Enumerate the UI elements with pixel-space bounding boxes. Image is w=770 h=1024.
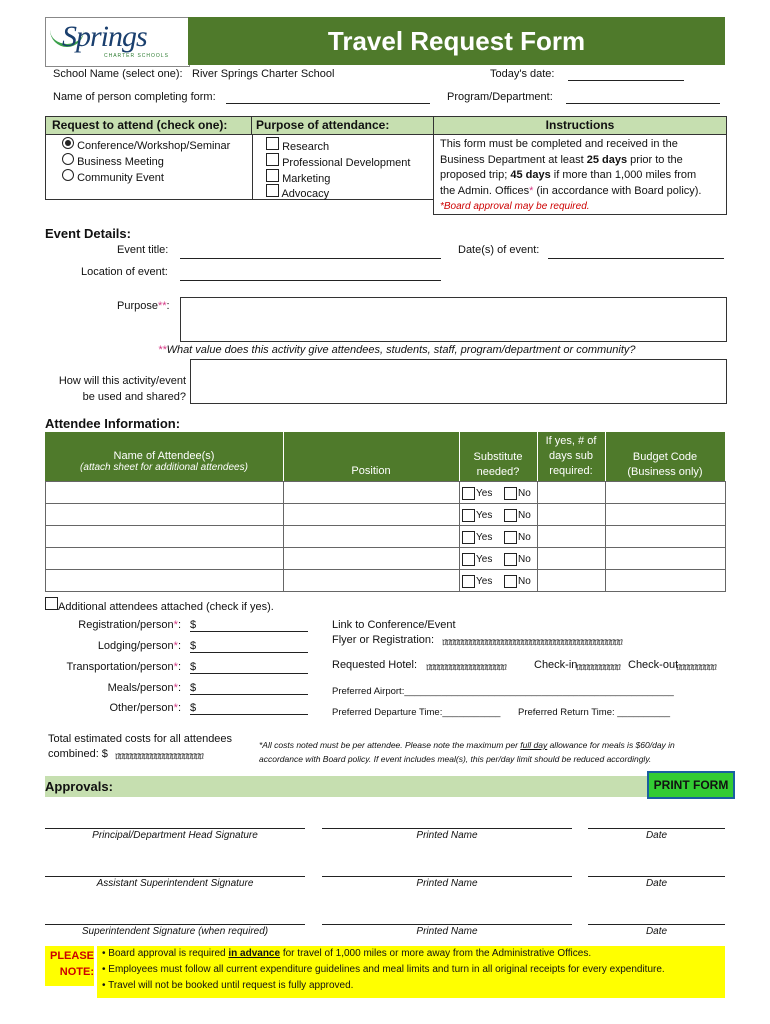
yes-label: Yes [476, 532, 493, 543]
other-label: Other/person*: [109, 702, 181, 714]
col-name-header: Name of Attendee(s) (attach sheet for additional attendees) [80, 450, 248, 473]
printed-name-line[interactable] [322, 924, 572, 925]
return-field[interactable]: Preferred Return Time: __________ [518, 707, 671, 718]
substitute-cell[interactable] [459, 547, 538, 570]
transportation-field[interactable]: $ [190, 661, 308, 674]
date-caption: Date [645, 878, 668, 889]
days-sub-cell[interactable] [537, 569, 606, 592]
substitute-cell[interactable] [459, 569, 538, 592]
attendee-position-cell[interactable] [283, 503, 460, 526]
request-option[interactable]: Business Meeting [62, 153, 164, 168]
lodging-field[interactable]: $ [190, 640, 308, 653]
attendee-position-cell[interactable] [283, 547, 460, 570]
date-field[interactable] [568, 80, 684, 81]
location-label: Location of event: [81, 266, 168, 278]
budget-code-cell[interactable] [605, 503, 726, 526]
col-days-header: If yes, # of days sub required: [545, 435, 597, 477]
yes-label: Yes [476, 554, 493, 565]
person-field[interactable] [226, 103, 430, 104]
event-dates-field[interactable] [548, 258, 724, 259]
checkbox[interactable] [504, 487, 517, 500]
date-line[interactable] [588, 876, 725, 877]
no-label: No [518, 576, 531, 587]
instructions-text: This form must be completed and received in the Business Department at least 25 days prior to the proposed trip; 45 days if more than 1,000 miles from the Admin. Offices* (in accordance with Board policy). *Board approval may be required. [440, 137, 722, 215]
how-used-textarea[interactable] [190, 359, 727, 404]
attendee-position-cell[interactable] [283, 569, 460, 592]
request-header: Request to attend (check one): [45, 116, 253, 135]
form-title: Travel Request Form [188, 17, 725, 65]
checkbox[interactable] [462, 553, 475, 566]
link-label: Link to Conference/Event [332, 619, 456, 631]
date-label: Today's date: [490, 68, 555, 80]
date-caption: Date [645, 830, 668, 841]
purpose-option[interactable]: Research [266, 137, 329, 153]
request-option[interactable]: Community Event [62, 169, 164, 184]
signature-caption: Assistant Superintendent Signature [96, 878, 254, 889]
purpose-textarea[interactable] [180, 297, 727, 342]
substitute-cell[interactable] [459, 481, 538, 504]
radio-button[interactable] [62, 169, 74, 181]
printed-name-caption: Printed Name [416, 830, 478, 841]
purpose-label: Purpose**: [117, 300, 170, 312]
link-label-2: Flyer or Registration: [332, 634, 435, 646]
printed-name-caption: Printed Name [416, 926, 478, 937]
approvals-bar [45, 776, 730, 797]
date-line[interactable] [588, 924, 725, 925]
signature-caption: Principal/Department Head Signature [92, 830, 258, 841]
program-label: Program/Department: [447, 91, 553, 103]
checkout-label: Check-out [628, 659, 679, 671]
departure-field[interactable]: Preferred Departure Time:___________ [332, 707, 501, 718]
notes-box: • Board approval is required in advance for travel of 1,000 miles or more away from the Administrative Offices. • Employees must follow all current expenditure guidelines and meal limits and turn in all original receipts for every expenditure. • Travel will not be booked until request is fully approved. [97, 946, 725, 998]
days-sub-cell[interactable] [537, 503, 606, 526]
lodging-label: Lodging/person*: [97, 640, 181, 652]
attendee-name-cell[interactable] [45, 569, 284, 592]
checkbox[interactable] [462, 509, 475, 522]
other-field[interactable]: $ [190, 702, 308, 715]
attendee-position-cell[interactable] [283, 525, 460, 548]
signature-line[interactable] [45, 924, 305, 925]
link-field[interactable]: ﾛﾛﾛﾛﾛﾛﾛﾛﾛﾛﾛﾛﾛﾛﾛﾛﾛﾛﾛﾛﾛﾛﾛﾛﾛﾛﾛﾛﾛﾛﾛﾛﾛﾛﾛﾛﾛﾛﾛﾛﾛﾛﾛﾛﾛ [442, 638, 622, 649]
total-label: Total estimated costs for all attendees [48, 733, 233, 745]
total-field[interactable]: ﾛﾛﾛﾛﾛﾛﾛﾛﾛﾛﾛﾛﾛﾛﾛﾛﾛﾛﾛﾛﾛﾛ [115, 752, 203, 763]
logo-subtext: CHARTER SCHOOLS [104, 53, 169, 59]
checkbox[interactable] [504, 531, 517, 544]
budget-code-cell[interactable] [605, 547, 726, 570]
attendee-name-cell[interactable] [45, 481, 284, 504]
no-label: No [518, 554, 531, 565]
col-budget-header: Budget Code (Business only) [627, 451, 703, 478]
hotel-field[interactable]: ﾛﾛﾛﾛﾛﾛﾛﾛﾛﾛﾛﾛﾛﾛﾛﾛﾛﾛﾛﾛ [426, 663, 506, 674]
substitute-cell[interactable] [459, 525, 538, 548]
transportation-label: Transportation/person*: [66, 661, 181, 673]
board-approval-note: *Board approval may be required. [440, 201, 590, 212]
attendee-position-cell[interactable] [283, 481, 460, 504]
col-position-header: Position [351, 465, 391, 477]
additional-attendees[interactable]: Additional attendees attached (check if yes). [45, 597, 274, 613]
days-sub-cell[interactable] [537, 481, 606, 504]
instructions-header: Instructions [433, 116, 727, 135]
radio-button[interactable] [62, 153, 74, 165]
total-label-2: combined: $ [48, 748, 108, 760]
date-caption: Date [645, 926, 668, 937]
yes-label: Yes [476, 576, 493, 587]
signature-line[interactable] [45, 876, 305, 877]
meals-label: Meals/person*: [107, 682, 181, 694]
registration-label: Registration/person*: [78, 619, 181, 631]
budget-code-cell[interactable] [605, 569, 726, 592]
checkbox[interactable] [266, 137, 279, 150]
checkin-field[interactable]: ﾛﾛﾛﾛﾛﾛﾛﾛﾛﾛﾛ [576, 663, 620, 674]
location-field[interactable] [180, 280, 441, 281]
date-line[interactable] [588, 828, 725, 829]
checkin-label: Check-in [534, 659, 578, 671]
checkbox[interactable] [462, 531, 475, 544]
checkbox[interactable] [504, 553, 517, 566]
radio-button-checked[interactable] [62, 137, 74, 149]
attendee-name-cell[interactable] [45, 525, 284, 548]
request-option[interactable]: Conference/Workshop/Seminar [62, 137, 230, 152]
col-substitute-header: Substitute needed? [473, 451, 523, 478]
value-question: **What value does this activity give attendees, students, staff, program/department or community? [158, 344, 636, 356]
please-note-label: PLEASE NOTE: [45, 946, 94, 986]
registration-field[interactable]: $ [190, 619, 308, 632]
days-sub-cell[interactable] [537, 547, 606, 570]
how-used-label: How will this activity/event be used and shared? [58, 375, 186, 403]
checkbox[interactable] [504, 509, 517, 522]
signature-caption: Superintendent Signature (when required) [81, 926, 269, 937]
checkbox[interactable] [504, 575, 517, 588]
print-form-button[interactable]: PRINT FORM [647, 771, 735, 799]
days-sub-cell[interactable] [537, 525, 606, 548]
school-select[interactable]: River Springs Charter School [192, 68, 335, 80]
purpose-option[interactable]: Professional Development [266, 153, 410, 169]
person-label: Name of person completing form: [53, 91, 216, 103]
event-details-title: Event Details: [45, 226, 131, 241]
event-dates-label: Date(s) of event: [458, 244, 540, 256]
purpose-header: Purpose of attendance: [251, 116, 437, 135]
checkbox[interactable] [462, 575, 475, 588]
purpose-option[interactable]: Advocacy [266, 184, 329, 200]
approvals-title: Approvals: [45, 779, 113, 794]
logo-text: Springs [62, 20, 147, 53]
printed-name-line[interactable] [322, 828, 572, 829]
checkout-field[interactable]: ﾛﾛﾛﾛﾛﾛﾛﾛﾛﾛ [676, 663, 716, 674]
event-title-label: Event title: [117, 244, 169, 256]
checkbox[interactable] [266, 184, 279, 197]
no-label: No [518, 532, 531, 543]
attendee-name-cell[interactable] [45, 503, 284, 526]
yes-label: Yes [476, 488, 493, 499]
event-title-field[interactable] [180, 258, 441, 259]
checkbox[interactable] [266, 153, 279, 166]
yes-label: Yes [476, 510, 493, 521]
substitute-cell[interactable] [459, 503, 538, 526]
printed-name-line[interactable] [322, 876, 572, 877]
checkbox[interactable] [266, 169, 279, 182]
no-label: No [518, 510, 531, 521]
hotel-label: Requested Hotel: [332, 659, 417, 671]
purpose-option[interactable]: Marketing [266, 169, 330, 185]
budget-code-cell[interactable] [605, 481, 726, 504]
budget-code-cell[interactable] [605, 525, 726, 548]
attendee-info-title: Attendee Information: [45, 416, 181, 431]
attendee-name-cell[interactable] [45, 547, 284, 570]
meals-field[interactable]: $ [190, 682, 308, 695]
airport-field[interactable]: Preferred Airport:___________________________________________________ [332, 686, 674, 697]
cost-disclaimer: *All costs noted must be per attendee. Please note the maximum per full day allowance for meals is $60/day in accordance with Board policy. If event includes meal(s), this per/day limit should be reduced accordingly. [259, 740, 675, 764]
signature-line[interactable] [45, 828, 305, 829]
school-label: School Name (select one): [53, 68, 183, 80]
printed-name-caption: Printed Name [416, 878, 478, 889]
checkbox[interactable] [45, 597, 58, 610]
checkbox[interactable] [462, 487, 475, 500]
program-field[interactable] [566, 103, 720, 104]
no-label: No [518, 488, 531, 499]
